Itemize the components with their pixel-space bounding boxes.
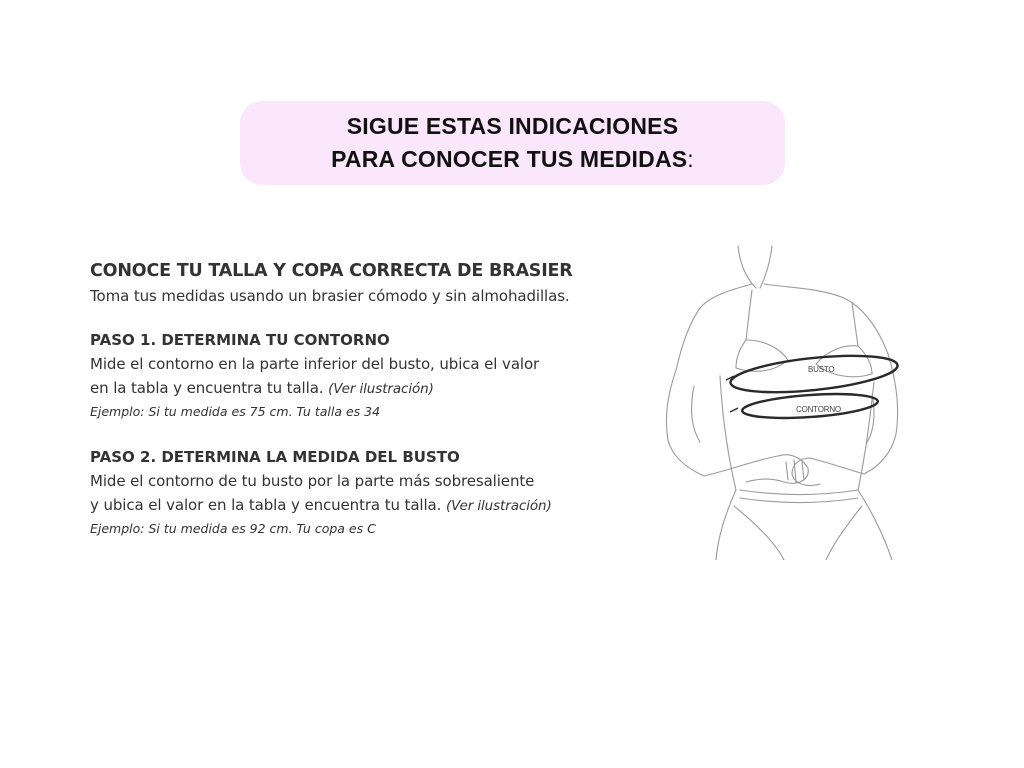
- bust-tape: [729, 349, 899, 398]
- banner-colon: :: [687, 146, 694, 172]
- left-leg-opening: [734, 506, 784, 560]
- step2-illustration-ref: [446, 498, 552, 514]
- left-arm-outer: [666, 370, 704, 476]
- bust-label: BUSTO: [808, 365, 835, 374]
- fingers: [786, 460, 804, 482]
- step1-heading: PASO 1. DETERMINA TU CONTORNO: [90, 331, 390, 349]
- step2-ref-text: (Ver ilustración): [446, 498, 552, 514]
- left-hip: [716, 490, 736, 560]
- step1-line2: [90, 376, 680, 401]
- measurement-illustration: [660, 244, 905, 560]
- waistband-bottom: [740, 498, 858, 503]
- right-shoulder-line: [764, 284, 888, 354]
- right-leg-opening: [826, 506, 862, 560]
- tape-ends: [726, 376, 738, 412]
- step1-illustration-ref: [328, 381, 434, 397]
- step2-heading: PASO 2. DETERMINA LA MEDIDA DEL BUSTO: [90, 448, 460, 466]
- left-strap: [746, 290, 752, 340]
- guide-title: CONOCE TU TALLA Y COPA CORRECTA DE BRASIER: [90, 261, 573, 281]
- neck-right-line: [760, 246, 772, 288]
- band-label: CONTORNO: [796, 405, 841, 414]
- step2-example: Ejemplo: Si tu medida es 92 cm. Tu copa es C: [90, 521, 376, 536]
- step2-line2: [90, 493, 680, 518]
- step1-line1: Mide el contorno en la parte inferior del busto, ubica el valor: [90, 355, 540, 373]
- banner-line-1: SIGUE ESTAS INDICACIONES: [346, 113, 679, 139]
- size-guide-text: [90, 258, 680, 540]
- waistband-top: [740, 490, 858, 495]
- step2-line2-text: y ubica el valor en la tabla y encuentra tu talla.: [90, 496, 442, 514]
- instructions-banner: [240, 101, 785, 185]
- torso-left-side: [720, 376, 736, 490]
- neck-left-line: [738, 246, 756, 288]
- banner-line-2: [240, 143, 785, 176]
- banner-line-2-text: PARA CONOCER TUS MEDIDAS: [331, 146, 688, 172]
- left-shoulder-line: [676, 284, 752, 370]
- step1-example: Ejemplo: Si tu medida es 75 cm. Tu talla es 34: [90, 404, 381, 419]
- torso-drawing: [660, 244, 905, 560]
- step2-line1: Mide el contorno de tu busto por la parte más sobresaliente: [90, 472, 535, 490]
- right-hip: [858, 490, 892, 560]
- left-arm-inner: [692, 386, 700, 442]
- guide-intro: Toma tus medidas usando un brasier cómodo y sin almohadillas.: [90, 287, 570, 305]
- step1-line2-text: en la tabla y encuentra tu talla.: [90, 379, 324, 397]
- right-strap: [852, 302, 858, 346]
- step1-ref-text: (Ver ilustración): [328, 381, 434, 397]
